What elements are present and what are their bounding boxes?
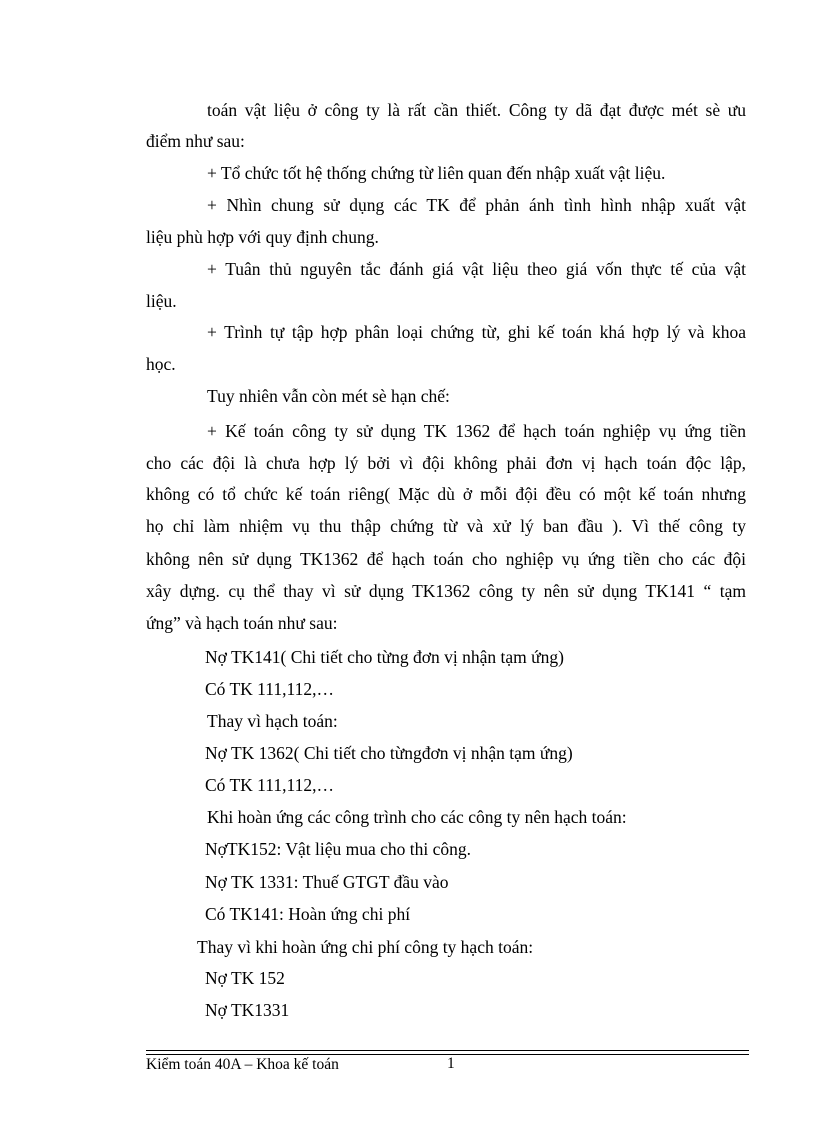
- text-line-8: + Trình tự tập hợp phân loại chứng từ, ghi kế toán khá hợp lý và khoa: [207, 322, 746, 342]
- text-line-12: cho các đội là chưa hợp lý bởi vì đội không phải đơn vị hạch toán độc lập,: [146, 453, 746, 473]
- text-line-9: học.: [146, 354, 176, 374]
- text-line-26: Có TK141: Hoàn ứng chi phí: [205, 904, 411, 924]
- text-line-16: xây dựng. cụ thể thay vì sử dụng TK1362 công ty nên sử dụng TK141 “ tạm: [146, 581, 746, 601]
- text-line-22: Có TK 111,112,…: [205, 775, 334, 795]
- text-line-7: liệu.: [146, 291, 177, 311]
- text-line-18: Nợ TK141( Chi tiết cho từng đơn vị nhận tạm ứng): [205, 647, 564, 667]
- text-line-23: Khi hoàn ứng các công trình cho các công ty nên hạch toán:: [207, 807, 627, 827]
- text-line-5: liệu phù hợp với quy định chung.: [146, 227, 379, 247]
- text-line-27: Thay vì khi hoàn ứng chi phí công ty hạch toán:: [197, 937, 534, 957]
- text-line-19: Có TK 111,112,…: [205, 679, 334, 699]
- text-line-15: không nên sử dụng TK1362 để hạch toán cho nghiệp vụ ứng tiền cho các đội: [146, 549, 746, 569]
- footer-page-number: 1: [447, 1055, 455, 1072]
- footer-label: Kiểm toán 40A – Khoa kế toán: [146, 1056, 339, 1073]
- text-line-20: Thay vì hạch toán:: [207, 711, 338, 731]
- text-line-6: + Tuân thủ nguyên tắc đánh giá vật liệu theo giá vốn thực tế của vật: [207, 259, 746, 279]
- text-line-24: NợTK152: Vật liệu mua cho thi công.: [205, 839, 472, 859]
- text-line-25: Nợ TK 1331: Thuế GTGT đầu vào: [205, 872, 449, 892]
- text-line-17: ứng” và hạch toán như sau:: [146, 613, 338, 633]
- text-line-14: họ chỉ làm nhiệm vụ thu thập chứng từ và xử lý ban đầu ). Vì thế công ty: [146, 516, 746, 536]
- text-line-13: không có tổ chức kế toán riêng( Mặc dù ở mỗi đội đều có một kế toán nhưng: [146, 484, 746, 504]
- text-line-4: + Nhìn chung sử dụng các TK để phản ánh tình hình nhập xuất vật: [207, 195, 746, 215]
- text-line-21: Nợ TK 1362( Chi tiết cho từngđơn vị nhận tạm ứng): [205, 743, 573, 763]
- text-line-2: điểm như sau:: [146, 131, 245, 151]
- text-line-28: Nợ TK 152: [205, 968, 285, 988]
- text-line-10: Tuy nhiên vẫn còn mét sè hạn chế:: [207, 386, 450, 406]
- text-line-11: + Kế toán công ty sử dụng TK 1362 để hạch toán nghiệp vụ ứng tiền: [207, 421, 746, 441]
- footer-divider-top: [146, 1050, 749, 1051]
- text-line-3: + Tổ chức tốt hệ thống chứng từ liên quan đến nhập xuất vật liệu.: [207, 163, 666, 183]
- text-line-29: Nợ TK1331: [205, 1000, 290, 1020]
- text-line-1: toán vật liệu ở công ty là rất cần thiết. Công ty dã đạt được mét sè ưu: [207, 100, 746, 120]
